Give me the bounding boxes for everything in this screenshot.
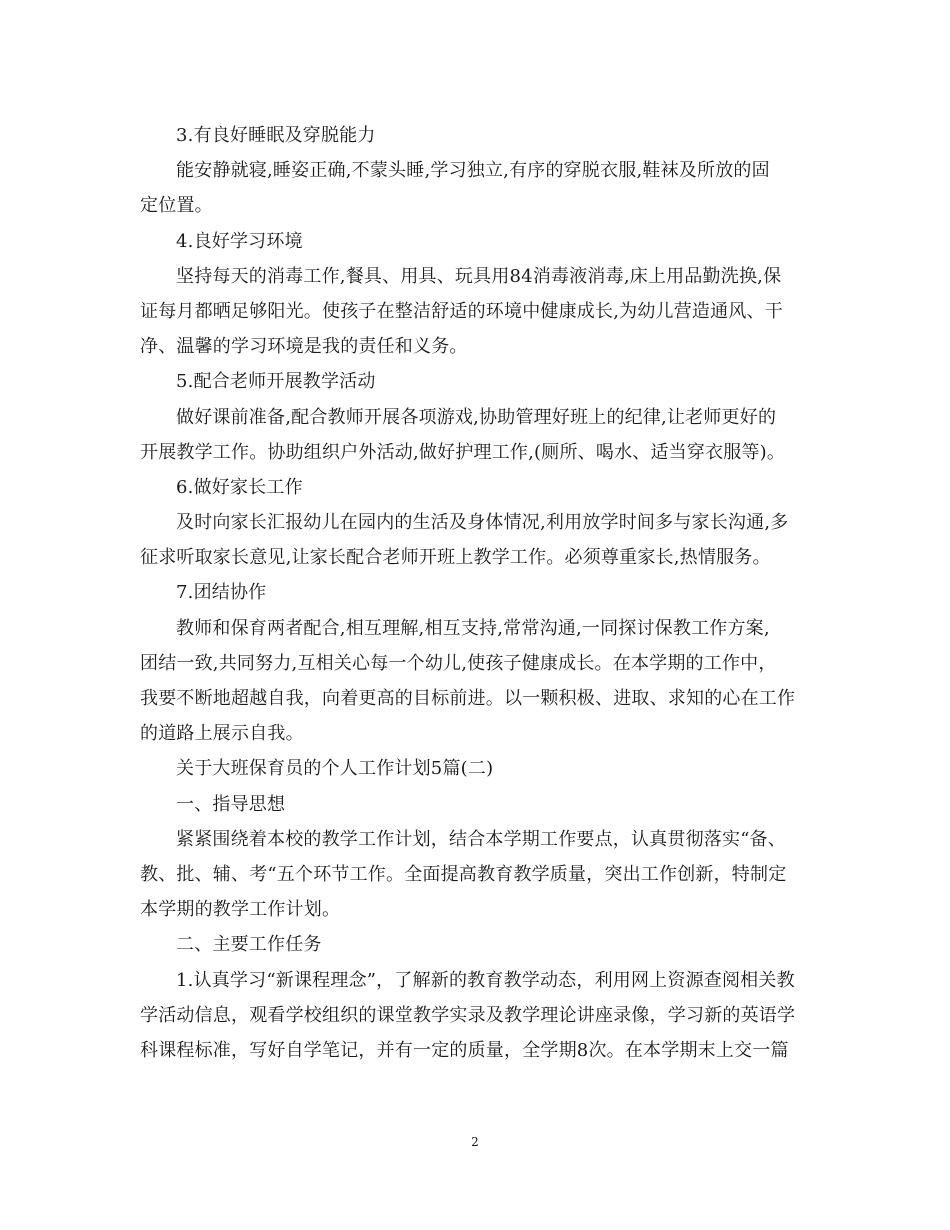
document-body <box>140 118 812 1068</box>
text-line: 紧紧围绕着本校的教学工作计划，结合本学期工作要点，认真贯彻落实“备、 <box>176 828 786 850</box>
text-line: 科课程标准，写好自学笔记，并有一定的质量，全学期8次。在本学期末上交一篇 <box>140 1039 789 1061</box>
text-line: 做好课前准备,配合教师开展各项游戏,协助管理好班上的纪律,让老师更好的 <box>176 406 777 428</box>
text-line: 7.团结协作 <box>176 582 267 604</box>
text-line: 5.配合老师开展教学活动 <box>176 371 376 393</box>
text-line: 教、批、辅、考“五个环节工作。全面提高教育教学质量，突出工作创新，特制定 <box>140 863 787 885</box>
text-line: 教师和保育两者配合,相互理解,相互支持,常常沟通,一同探讨保教工作方案, <box>176 617 770 639</box>
page-number: 2 <box>471 1135 479 1149</box>
text-line: 的道路上展示自我。 <box>140 723 304 745</box>
text-line: 3.有良好睡眠及穿脱能力 <box>176 125 376 146</box>
text-line: 1.认真学习“新课程理念”，了解新的教育教学动态，利用网上资源查阅相关教 <box>176 969 795 991</box>
text-line: 及时向家长汇报幼儿在园内的生活及身体情况,利用放学时间多与家长沟通,多 <box>176 512 789 534</box>
text-line: 本学期的教学工作计划。 <box>140 899 341 921</box>
text-line: 坚持每天的消毒工作,餐具、用具、玩具用84消毒液消毒,床上用品勤洗换,保 <box>176 265 782 287</box>
text-line: 证每月都晒足够阳光。使孩子在整洁舒适的环境中健康成长,为幼儿营造通风、干 <box>140 300 783 322</box>
text-line: 我要不断地超越自我，向着更高的目标前进。以一颗积极、进取、求知的心在工作 <box>140 688 796 709</box>
text-line: 征求听取家长意见,让家长配合老师开班上教学工作。必须尊重家长,热情服务。 <box>140 547 771 569</box>
text-line: 团结一致,共同努力,互相关心每一个幼儿,使孩子健康成长。在本学期的工作中， <box>140 652 777 674</box>
text-line: 定位置。 <box>140 195 213 217</box>
text-line: 二、主要工作任务 <box>176 934 322 956</box>
text-line: 净、温馨的学习环境是我的责任和义务。 <box>140 336 468 358</box>
text-line: 一、指导思想 <box>176 793 286 815</box>
text-line: 学活动信息，观看学校组织的课堂教学实录及教学理论讲座录像，学习新的英语学 <box>140 1004 796 1026</box>
text-line: 4.良好学习环境 <box>176 230 303 252</box>
text-line: 6.做好家长工作 <box>176 476 303 498</box>
text-line: 开展教学工作。协助组织户外活动,做好护理工作,(厕所、喝水、适当穿衣服等)。 <box>140 441 786 463</box>
text-line: 关于大班保育员的个人工作计划5篇(二) <box>176 758 494 780</box>
text-line: 能安静就寝,睡姿正确,不蒙头睡,学习独立,有序的穿脱衣服,鞋袜及所放的固 <box>176 160 770 182</box>
